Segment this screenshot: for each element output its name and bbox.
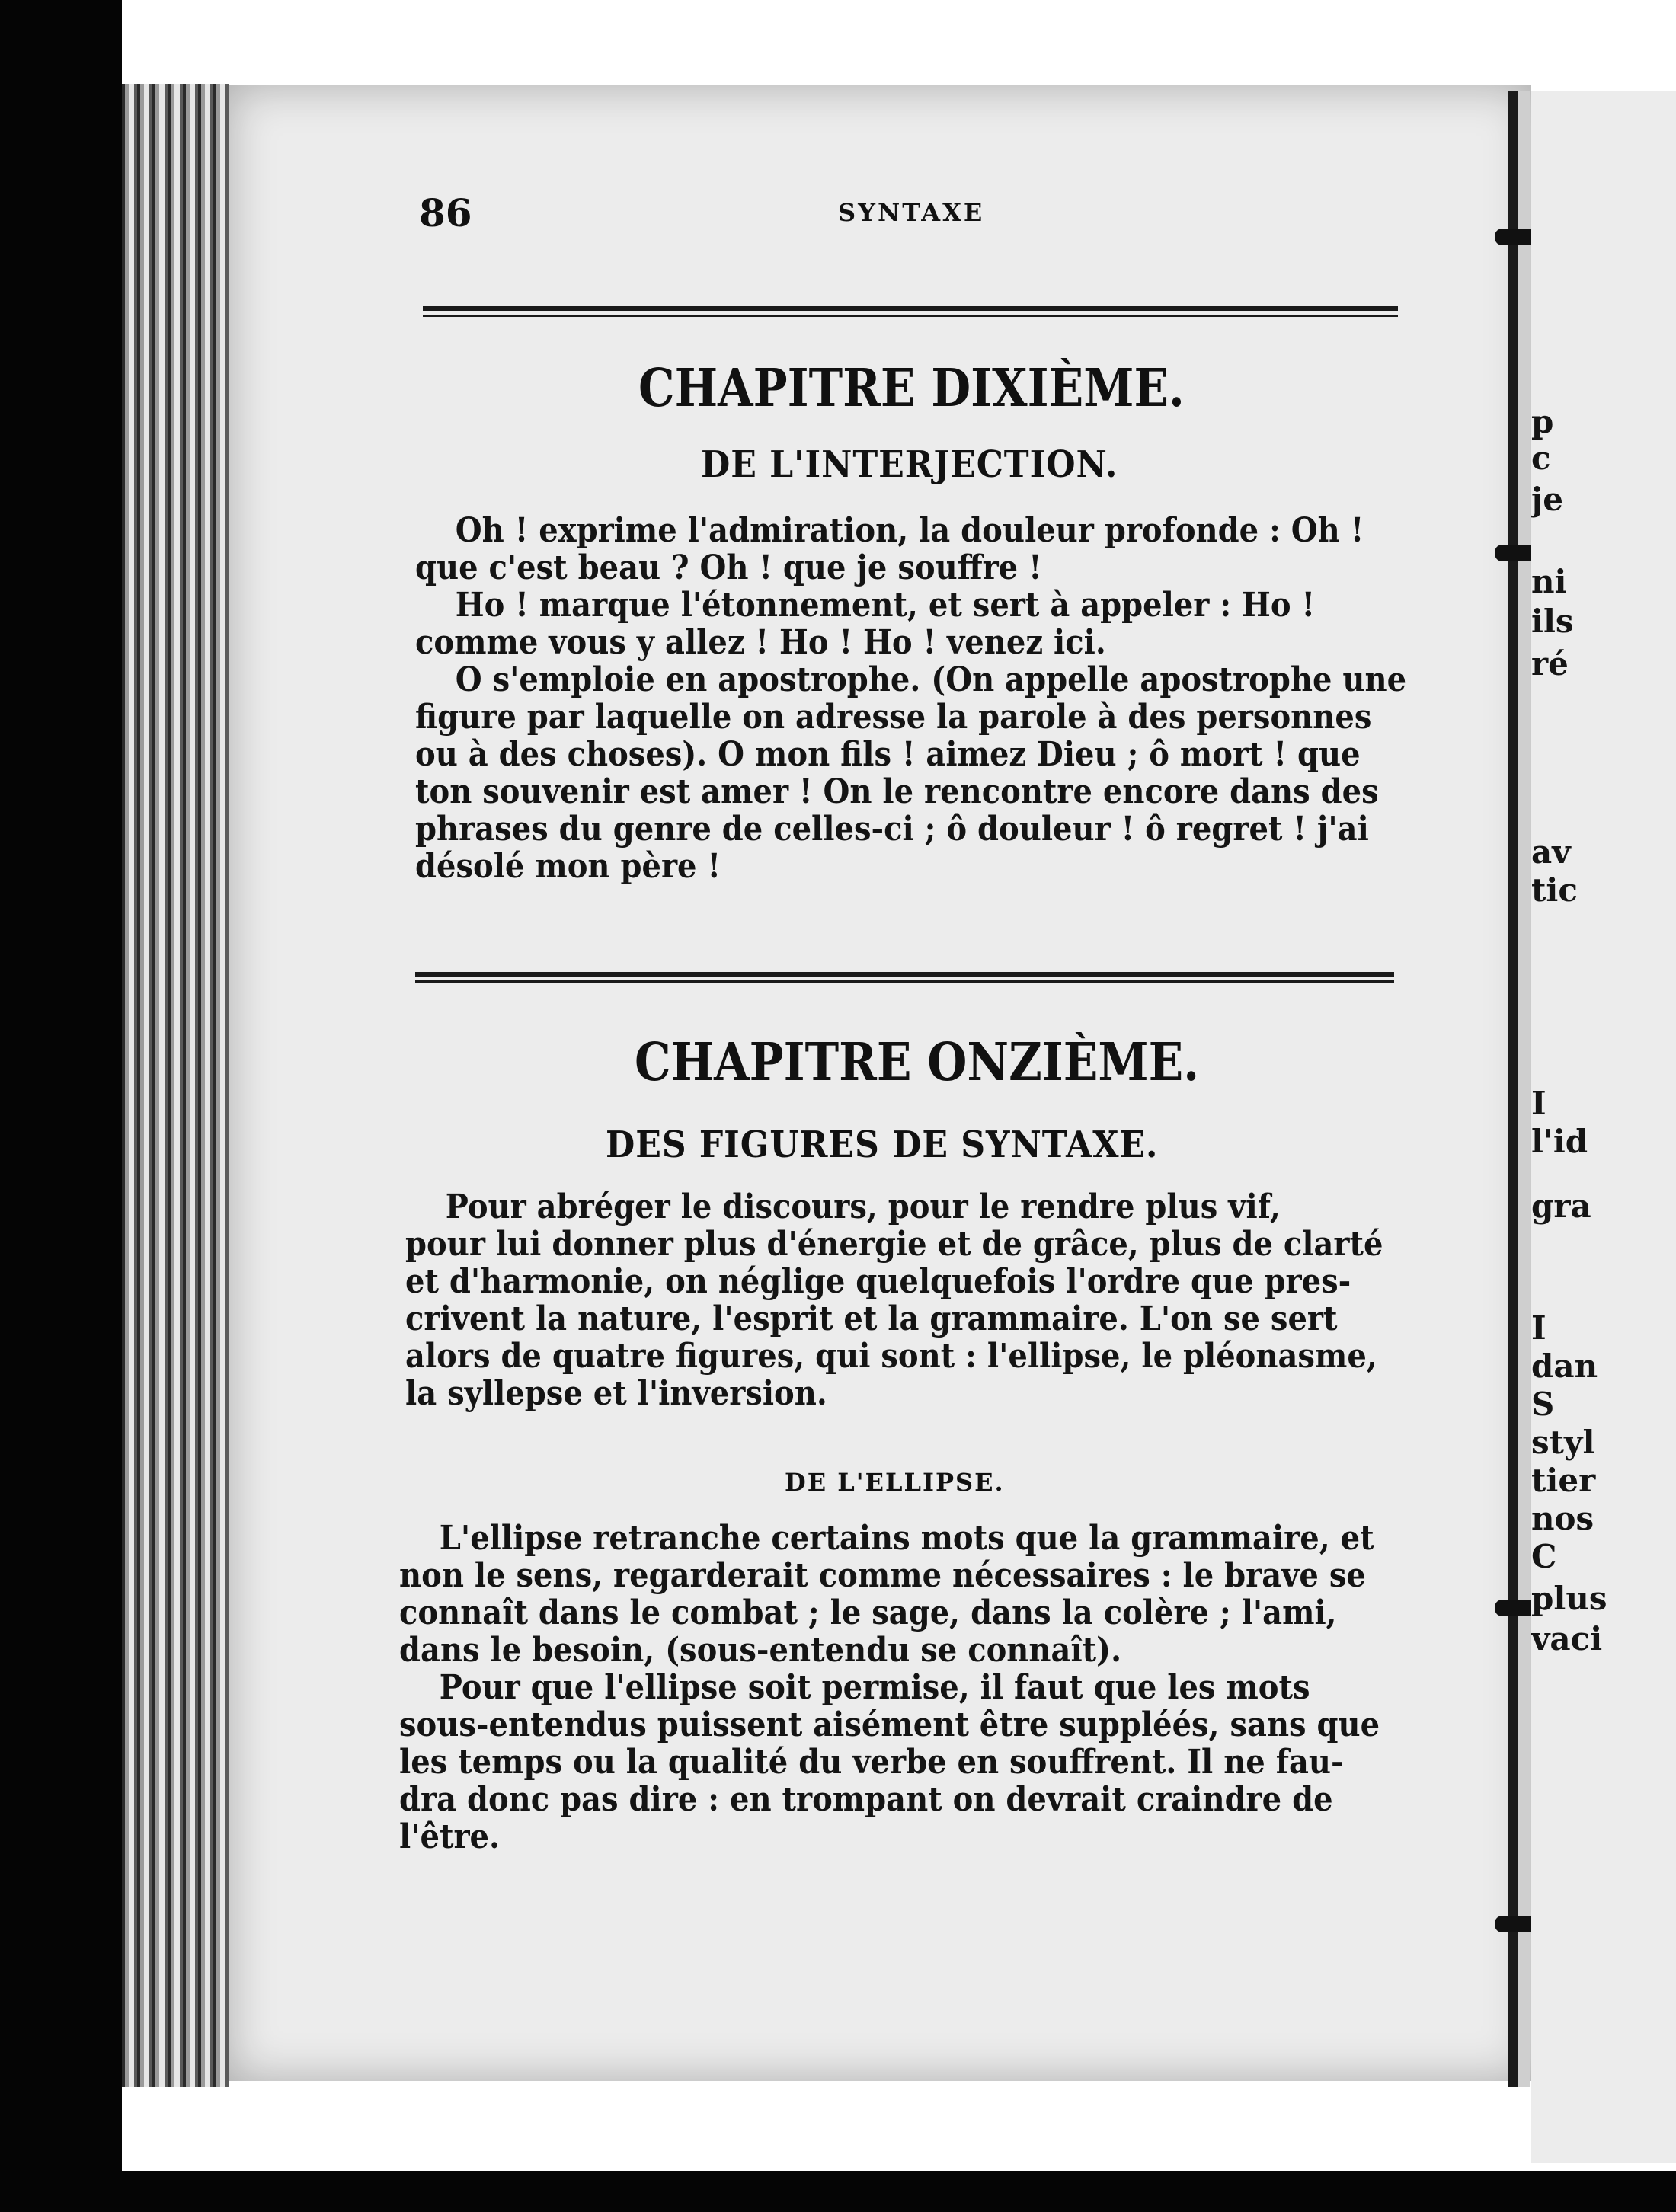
text-line: l'être. (399, 1817, 500, 1856)
facing-fragment: ils (1531, 603, 1574, 640)
text-line: Oh ! exprime l'admiration, la douleur profonde : Oh ! (455, 511, 1364, 550)
chapter-title: CHAPITRE ONZIÈME. (635, 1032, 1200, 1093)
text-line: pour lui donner plus d'énergie et de grâce, plus de clarté (405, 1225, 1383, 1264)
facing-fragment: dan (1531, 1347, 1598, 1385)
facing-fragment: p (1531, 403, 1554, 440)
facing-fragment: gra (1531, 1188, 1591, 1225)
facing-fragment: styl (1531, 1424, 1595, 1461)
text-line: que c'est beau ? Oh ! que je souffre ! (415, 548, 1042, 587)
double-rule (415, 972, 1394, 986)
book-page-edges (122, 84, 229, 2087)
facing-fragment: plus (1531, 1580, 1607, 1617)
text-line: phrases du genre de celles-ci ; ô douleur ! ô regret ! j'ai (415, 810, 1369, 849)
facing-fragment: nos (1531, 1500, 1594, 1537)
text-line: ton souvenir est amer ! On le rencontre encore dans des (415, 772, 1379, 811)
text-line: dans le besoin, (sous-entendu se connaît). (399, 1631, 1122, 1670)
facing-fragment: ré (1531, 645, 1569, 682)
scan-border-bottom (0, 2171, 1676, 2212)
facing-fragment: C (1531, 1538, 1557, 1575)
facing-fragment: l'id (1531, 1123, 1588, 1160)
page-number: 86 (419, 190, 472, 235)
text-line: crivent la nature, l'esprit et la grammaire. L'on se sert (405, 1299, 1338, 1338)
chapter-title: CHAPITRE DIXIÈME. (638, 358, 1185, 419)
book-gutter (1508, 91, 1530, 2087)
running-title: SYNTAXE (838, 198, 985, 227)
text-line: alors de quatre figures, qui sont : l'ellipse, le pléonasme, (405, 1337, 1377, 1376)
figures-intro-text (405, 1188, 1383, 1413)
text-line: désolé mon père ! (415, 847, 721, 886)
facing-fragment: vaci (1531, 1620, 1603, 1657)
ellipse-text (399, 1519, 1380, 1856)
facing-fragment: tic (1531, 871, 1578, 909)
chapter-subtitle: DE L'INTERJECTION. (701, 443, 1118, 486)
facing-fragment: ni (1531, 563, 1567, 600)
facing-fragment: I (1531, 1085, 1546, 1122)
double-rule (423, 306, 1398, 320)
running-head (419, 190, 1394, 244)
facing-fragment: tier (1531, 1462, 1596, 1499)
text-line: connaît dans le combat ; le sage, dans la colère ; l'ami, (399, 1593, 1337, 1632)
text-line: Pour que l'ellipse soit permise, il faut que les mots (439, 1668, 1310, 1707)
text-line: sous-entendus puissent aisément être suppléés, sans que (399, 1705, 1380, 1744)
facing-fragment: av (1531, 833, 1571, 871)
text-line: dra donc pas dire : en trompant on devrait craindre de (399, 1780, 1333, 1819)
text-line: O s'emploie en apostrophe. (On appelle apostrophe une (455, 660, 1407, 699)
chapter-subtitle: DES FIGURES DE SYNTAXE. (606, 1124, 1159, 1166)
facing-page (1531, 91, 1676, 2163)
text-line: comme vous y allez ! Ho ! Ho ! venez ici. (415, 623, 1106, 662)
text-line: non le sens, regarderait comme nécessaires : le brave se (399, 1556, 1366, 1595)
text-line: les temps ou la qualité du verbe en souffrent. Il ne fau- (399, 1743, 1344, 1782)
text-line: L'ellipse retranche certains mots que la grammaire, et (439, 1519, 1374, 1558)
text-line: et d'harmonie, on néglige quelquefois l'ordre que pres- (405, 1262, 1351, 1301)
section-heading: DE L'ELLIPSE. (785, 1468, 1005, 1497)
text-line: Pour abréger le discours, pour le rendre plus vif, (445, 1188, 1281, 1226)
text-line: la syllepse et l'inversion. (405, 1374, 827, 1413)
text-line: ou à des choses). O mon fils ! aimez Dieu ; ô mort ! que (415, 735, 1361, 774)
facing-fragment: I (1531, 1309, 1546, 1347)
scan-border-left (0, 0, 122, 2212)
text-line: figure par laquelle on adresse la parole à des personnes (415, 698, 1372, 737)
facing-fragment: S (1531, 1386, 1555, 1423)
interjection-text (415, 511, 1407, 886)
facing-fragment: je (1531, 481, 1563, 518)
facing-fragment: c (1531, 440, 1551, 477)
text-line: Ho ! marque l'étonnement, et sert à appeler : Ho ! (455, 586, 1316, 625)
